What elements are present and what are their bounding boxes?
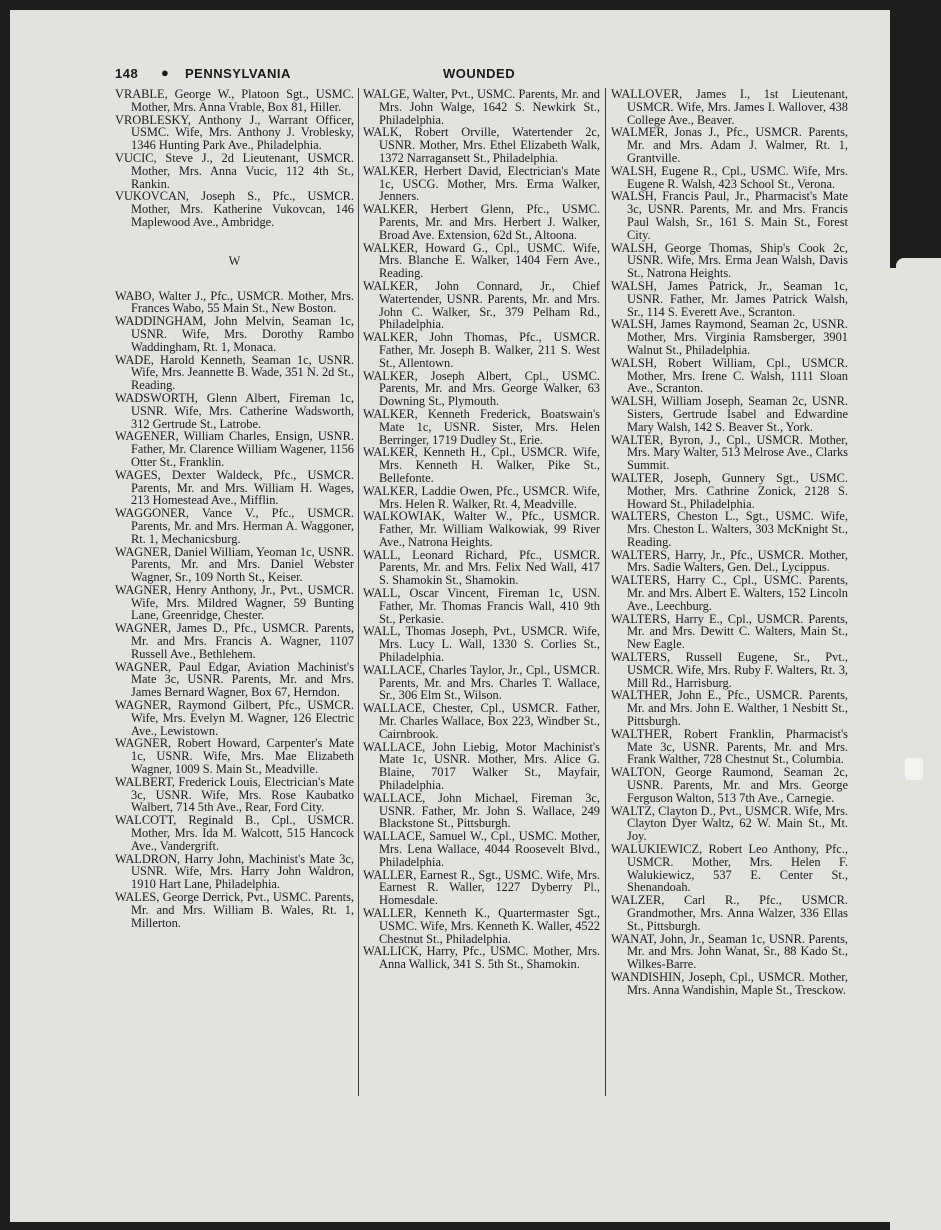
casualty-entry: WALLICK, Harry, Pfc., USMC. Mother, Mrs. Anna Wallick, 341 S. 5th St., Shamokin.	[363, 944, 600, 972]
casualty-entry: WALCOTT, Reginald B., Cpl., USMCR. Mother, Mrs. Ida M. Walcott, 515 Hancock Ave., Vandergrift.	[115, 813, 354, 853]
casualty-entry: WALL, Oscar Vincent, Fireman 1c, USN. Father, Mr. Thomas Francis Wall, 410 9th St., Perkasie.	[363, 586, 600, 626]
casualty-entry: WALTERS, Harry E., Cpl., USMCR. Parents, Mr. and Mrs. Dewitt C. Walters, Main St., New Eagle.	[611, 611, 848, 652]
casualty-entry: WALSH, Robert William, Cpl., USMCR. Mother, Mrs. Irene C. Walsh, 1111 Sloan Ave., Scranton.	[611, 355, 848, 396]
column-divider	[605, 88, 606, 1096]
casualty-entry: WALMER, Jonas J., Pfc., USMCR. Parents, Mr. and Mrs. Adam J. Walmer, Rt. 1, Grantville.	[611, 125, 848, 165]
casualty-entry: WALKER, Laddie Owen, Pfc., USMCR. Wife, Mrs. Helen R. Walker, Rt. 4, Meadville.	[363, 483, 600, 511]
column-2	[363, 88, 600, 1108]
casualty-entry: WALKER, John Thomas, Pfc., USMCR. Father, Mr. Joseph B. Walker, 211 S. West St., Allentown.	[363, 330, 600, 370]
casualty-entry: WALTERS, Cheston L., Sgt., USMC. Wife, Mrs. Cheston L. Walters, 303 McKnight St., Reading.	[611, 509, 848, 549]
casualty-entry: WALKER, Herbert David, Electrician's Mate 1c, USCG. Mother, Mrs. Erma Walker, Jenners.	[363, 163, 600, 204]
casualty-entry: WALTERS, Russell Eugene, Sr., Pvt., USMCR. Wife, Mrs. Ruby F. Walters, Rt. 3, Mill Rd., Harrisburg.	[611, 650, 848, 690]
casualty-entry: VROBLESKY, Anthony J., Warrant Officer, USMC. Wife, Mrs. Anthony J. Vroblesky, 1346 Hunting Park Ave., Philadelphia.	[115, 112, 354, 153]
casualty-entry: VRABLE, George W., Platoon Sgt., USMC. Mother, Mrs. Anna Vrable, Box 81, Hiller.	[115, 88, 354, 114]
casualty-entry: WALKOWIAK, Walter W., Pfc., USMCR. Father, Mr. William Walkowiak, 99 River Ave., Natrona Heights.	[363, 509, 600, 549]
casualty-entry: WALLACE, Chester, Cpl., USMCR. Father, Mr. Charles Wallace, Box 223, Windber St., Cairnbrook.	[363, 701, 600, 741]
casualty-entry: WALTERS, Harry, Jr., Pfc., USMCR. Mother, Mrs. Sadie Walters, Gen. Del., Lycippus.	[611, 547, 848, 575]
casualty-entry: WABO, Walter J., Pfc., USMCR. Mother, Mrs. Frances Wabo, 55 Main St., New Boston.	[115, 288, 354, 316]
casualty-entry: WALKER, Howard G., Cpl., USMC. Wife, Mrs. Blanche E. Walker, 1404 Fern Ave., Reading.	[363, 240, 600, 281]
casualty-entry: WALTER, Joseph, Gunnery Sgt., USMC. Mother, Mrs. Cathrine Zonick, 2128 S. Howard St., Philadelphia.	[611, 470, 848, 511]
casualty-entry: WALKER, Herbert Glenn, Pfc., USMC. Parents, Mr. and Mrs. Herbert J. Walker, Broad Ave. Extension, 62d St., Altoona.	[363, 202, 600, 242]
casualty-entry: WALTZ, Clayton D., Pvt., USMCR. Wife, Mrs. Clayton Dyer Waltz, 62 W. Main St., Mt. Joy.	[611, 803, 848, 844]
casualty-entry: WALLOVER, James I., 1st Lieutenant, USMCR. Wife, Mrs. James I. Wallover, 438 College Ave., Beaver.	[611, 88, 848, 127]
casualty-entry: WALTHER, John E., Pfc., USMCR. Parents, Mr. and Mrs. John E. Walther, 1 Nesbitt St., Pittsburgh.	[611, 688, 848, 729]
casualty-entry: WAGNER, James D., Pfc., USMCR. Parents, Mr. and Mrs. Francis A. Wagner, 1107 Russell Ave., Bethlehem.	[115, 621, 354, 661]
casualty-entry: WALLACE, Samuel W., Cpl., USMC. Mother, Mrs. Lena Wallace, 4044 Roosevelt Blvd., Philadelphia.	[363, 829, 600, 869]
casualty-entry: WALLER, Earnest R., Sgt., USMC. Wife, Mrs. Earnest R. Waller, 1227 Dyberry Pl., Homesdale.	[363, 867, 600, 908]
punch-hole	[905, 758, 923, 780]
casualty-entry: WAGNER, Paul Edgar, Aviation Machinist's Mate 3c, USNR. Parents, Mr. and Mrs. James Bernard Wagner, Box 67, Herndon.	[115, 659, 354, 700]
casualty-entry: WAGNER, Robert Howard, Carpenter's Mate 1c, USNR. Wife, Mrs. Mae Elizabeth Wagner, 1009 S. Main St., Meadville.	[115, 736, 354, 777]
casualty-entry: WALSH, James Patrick, Jr., Seaman 1c, USNR. Father, Mr. James Patrick Walsh, Sr., 114 S. Everett Ave., Scranton.	[611, 278, 848, 319]
casualty-entry: WALLACE, John Michael, Fireman 3c, USNR. Father, Mr. John S. Wallace, 249 Blackstone St., Pittsburgh.	[363, 790, 600, 831]
casualty-entry: WALLACE, John Liebig, Motor Machinist's Mate 1c, USNR. Mother, Mrs. Alice G. Blaine, 7017 Walker St., Mayfair, Philadelphia.	[363, 739, 600, 793]
casualty-entry: WALES, George Derrick, Pvt., USMC. Parents, Mr. and Mrs. William B. Wales, Rt. 1, Millerton.	[115, 890, 354, 930]
casualty-entry: WALL, Thomas Joseph, Pvt., USMCR. Wife, Mrs. Lucy L. Wall, 1330 S. Corlies St., Philadelphia.	[363, 624, 600, 665]
casualty-entry: WALSH, William Joseph, Seaman 2c, USNR. Sisters, Gertrude Isabel and Edwardine Mary Walsh, 142 S. Beaver St., York.	[611, 394, 848, 434]
section-letter: W	[228, 253, 241, 268]
casualty-entry: WANAT, John, Jr., Seaman 1c, USNR. Parents, Mr. and Mrs. John Wanat, Sr., 88 Kado St., Wilkes-Barre.	[611, 931, 848, 972]
casualty-entry: WALKER, Joseph Albert, Cpl., USMC. Parents, Mr. and Mrs. George Walker, 63 Downing St., Plymouth.	[363, 368, 600, 409]
column-divider	[358, 88, 359, 1096]
column-3	[611, 88, 848, 1108]
casualty-entry: WALSH, James Raymond, Seaman 2c, USNR. Mother, Mrs. Virginia Ramsberger, 3901 Walnut St., Philadelphia.	[611, 317, 848, 357]
casualty-entry: WALSH, Eugene R., Cpl., USMC. Wife, Mrs. Eugene R. Walsh, 423 School St., Verona.	[611, 163, 848, 191]
casualty-entry: WALUKIEWICZ, Robert Leo Anthony, Pfc., USMCR. Mother, Mrs. Helen F. Walukiewicz, 537 E. Center St., Shenandoah.	[611, 842, 848, 895]
casualty-entry: VUKOVCAN, Joseph S., Pfc., USMCR. Mother, Mrs. Katherine Vukovcan, 146 Maplewood Ave., Ambridge.	[115, 189, 354, 229]
casualty-entry: WADSWORTH, Glenn Albert, Fireman 1c, USNR. Wife, Mrs. Catherine Wadsworth, 312 Gertrude St., Latrobe.	[115, 390, 354, 431]
casualty-entry: VUCIC, Steve J., 2d Lieutenant, USMCR. Mother, Mrs. Anna Vucic, 112 4th St., Rankin.	[115, 150, 354, 191]
casualty-entry: WALZER, Carl R., Pfc., USMCR. Grandmother, Mrs. Anna Walzer, 336 Ellas St., Pittsburgh.	[611, 893, 848, 933]
casualty-entry: WALGE, Walter, Pvt., USMC. Parents, Mr. and Mrs. John Walge, 1642 S. Newkirk St., Philadelphia.	[363, 88, 600, 127]
casualty-entry: WALLER, Kenneth K., Quartermaster Sgt., USMC. Wife, Mrs. Kenneth K. Waller, 4522 Chestnut St., Philadelphia.	[363, 906, 600, 946]
casualty-entry: WALBERT, Frederick Louis, Electrician's Mate 3c, USNR. Wife, Mrs. Rose Kaubatko Walbert, 714 5th Ave., Rear, Ford City.	[115, 774, 354, 815]
column-1	[115, 88, 354, 1108]
casualty-entry: WALDRON, Harry John, Machinist's Mate 3c, USNR. Wife, Mrs. Harry John Waldron, 1910 Hart Lane, Philadelphia.	[115, 851, 354, 892]
casualty-entry: WALKER, John Connard, Jr., Chief Watertender, USNR. Parents, Mr. and Mrs. John C. Walker, Sr., 379 Pelham Rd., Philadelphia.	[363, 278, 600, 332]
page-header	[115, 66, 850, 82]
casualty-entry: WALSH, Francis Paul, Jr., Pharmacist's Mate 3c, USNR. Parents, Mr. and Mrs. Francis Paul Walsh, Sr., 161 S. Main St., Forest City.	[611, 189, 848, 242]
casualty-entry: WALKER, Kenneth H., Cpl., USMCR. Wife, Mrs. Kenneth H. Walker, Pike St., Bellefonte.	[363, 445, 600, 485]
casualty-entry: WALTERS, Harry C., Cpl., USMC. Parents, Mr. and Mrs. Albert E. Walters, 152 Lincoln Ave., Leechburg.	[611, 573, 848, 613]
state-heading: PENNSYLVANIA	[185, 66, 291, 81]
page-number: 148	[115, 66, 139, 81]
casualty-entry: WALSH, George Thomas, Ship's Cook 2c, USNR. Wife, Mrs. Erma Jean Walsh, Davis St., Natrona Heights.	[611, 240, 848, 281]
casualty-entry: WADE, Harold Kenneth, Seaman 1c, USNR. Wife, Mrs. Jeannette B. Wade, 351 N. 2d St., Reading.	[115, 352, 354, 393]
casualty-entry: WAGENER, William Charles, Ensign, USNR. Father, Mr. Clarence William Wagener, 1156 Otter St., Franklin.	[115, 429, 354, 469]
casualty-entry: WAGES, Dexter Waldeck, Pfc., USMCR. Parents, Mr. and Mrs. William H. Wages, 213 Homestead Ave., Mifflin.	[115, 467, 354, 508]
casualty-entry: WAGNER, Daniel William, Yeoman 1c, USNR. Parents, Mr. and Mrs. Daniel Webster Wagner, Sr., 109 North St., Keiser.	[115, 544, 354, 585]
casualty-entry: WALLACE, Charles Taylor, Jr., Cpl., USMCR. Parents, Mr. and Mrs. Charles T. Wallace, Sr., 306 Elm St., Wilson.	[363, 662, 600, 703]
casualty-entry: WAGNER, Raymond Gilbert, Pfc., USMCR. Wife, Mrs. Evelyn M. Wagner, 126 Electric Ave., Lewistown.	[115, 698, 354, 738]
casualty-entry: WALK, Robert Orville, Watertender 2c, USNR. Mother, Mrs. Ethel Elizabeth Walk, 1372 Narragansett St., Philadelphia.	[363, 125, 600, 165]
casualty-entry: WADDINGHAM, John Melvin, Seaman 1c, USNR. Wife, Mrs. Dorothy Rambo Waddingham, Rt. 1, Monaca.	[115, 314, 354, 354]
casualty-entry: WALTON, George Raumond, Seaman 2c, USNR. Parents, Mr. and Mrs. George Ferguson Walton, 513 7th Ave., Carnegie.	[611, 765, 848, 805]
casualty-entry: WALTER, Byron, J., Cpl., USMCR. Mother, Mrs. Mary Walter, 513 Melrose Ave., Clarks Summit.	[611, 432, 848, 473]
casualty-entry: WANDISHIN, Joseph, Cpl., USMCR. Mother, Mrs. Anna Wandishin, Maple St., Tresckow.	[611, 969, 848, 997]
casualty-entry: WALL, Leonard Richard, Pfc., USMCR. Parents, Mr. and Mrs. Felix Ned Wall, 417 S. Shamokin St., Shamokin.	[363, 547, 600, 588]
casualty-entry: WALKER, Kenneth Frederick, Boatswain's Mate 1c, USNR. Sister, Mrs. Helen Berringer, 1719 Dudley St., Erie.	[363, 406, 600, 447]
bullet-separator: ●	[161, 65, 169, 80]
casualty-entry: WAGNER, Henry Anthony, Jr., Pvt., USMCR. Wife, Mrs. Mildred Wagner, 59 Bunting Lane, Greenridge, Chester.	[115, 582, 354, 623]
casualty-entry: WALTHER, Robert Franklin, Pharmacist's Mate 3c, USNR. Parents, Mr. and Mrs. Frank Walther, 728 Chestnut St., Columbia.	[611, 726, 848, 767]
page-tab-strip	[890, 268, 941, 1230]
casualty-entry: WAGGONER, Vance V., Pfc., USMCR. Parents, Mr. and Mrs. Herman A. Waggoner, Rt. 1, Mechanicsburg.	[115, 506, 354, 546]
section-heading: WOUNDED	[443, 66, 516, 81]
